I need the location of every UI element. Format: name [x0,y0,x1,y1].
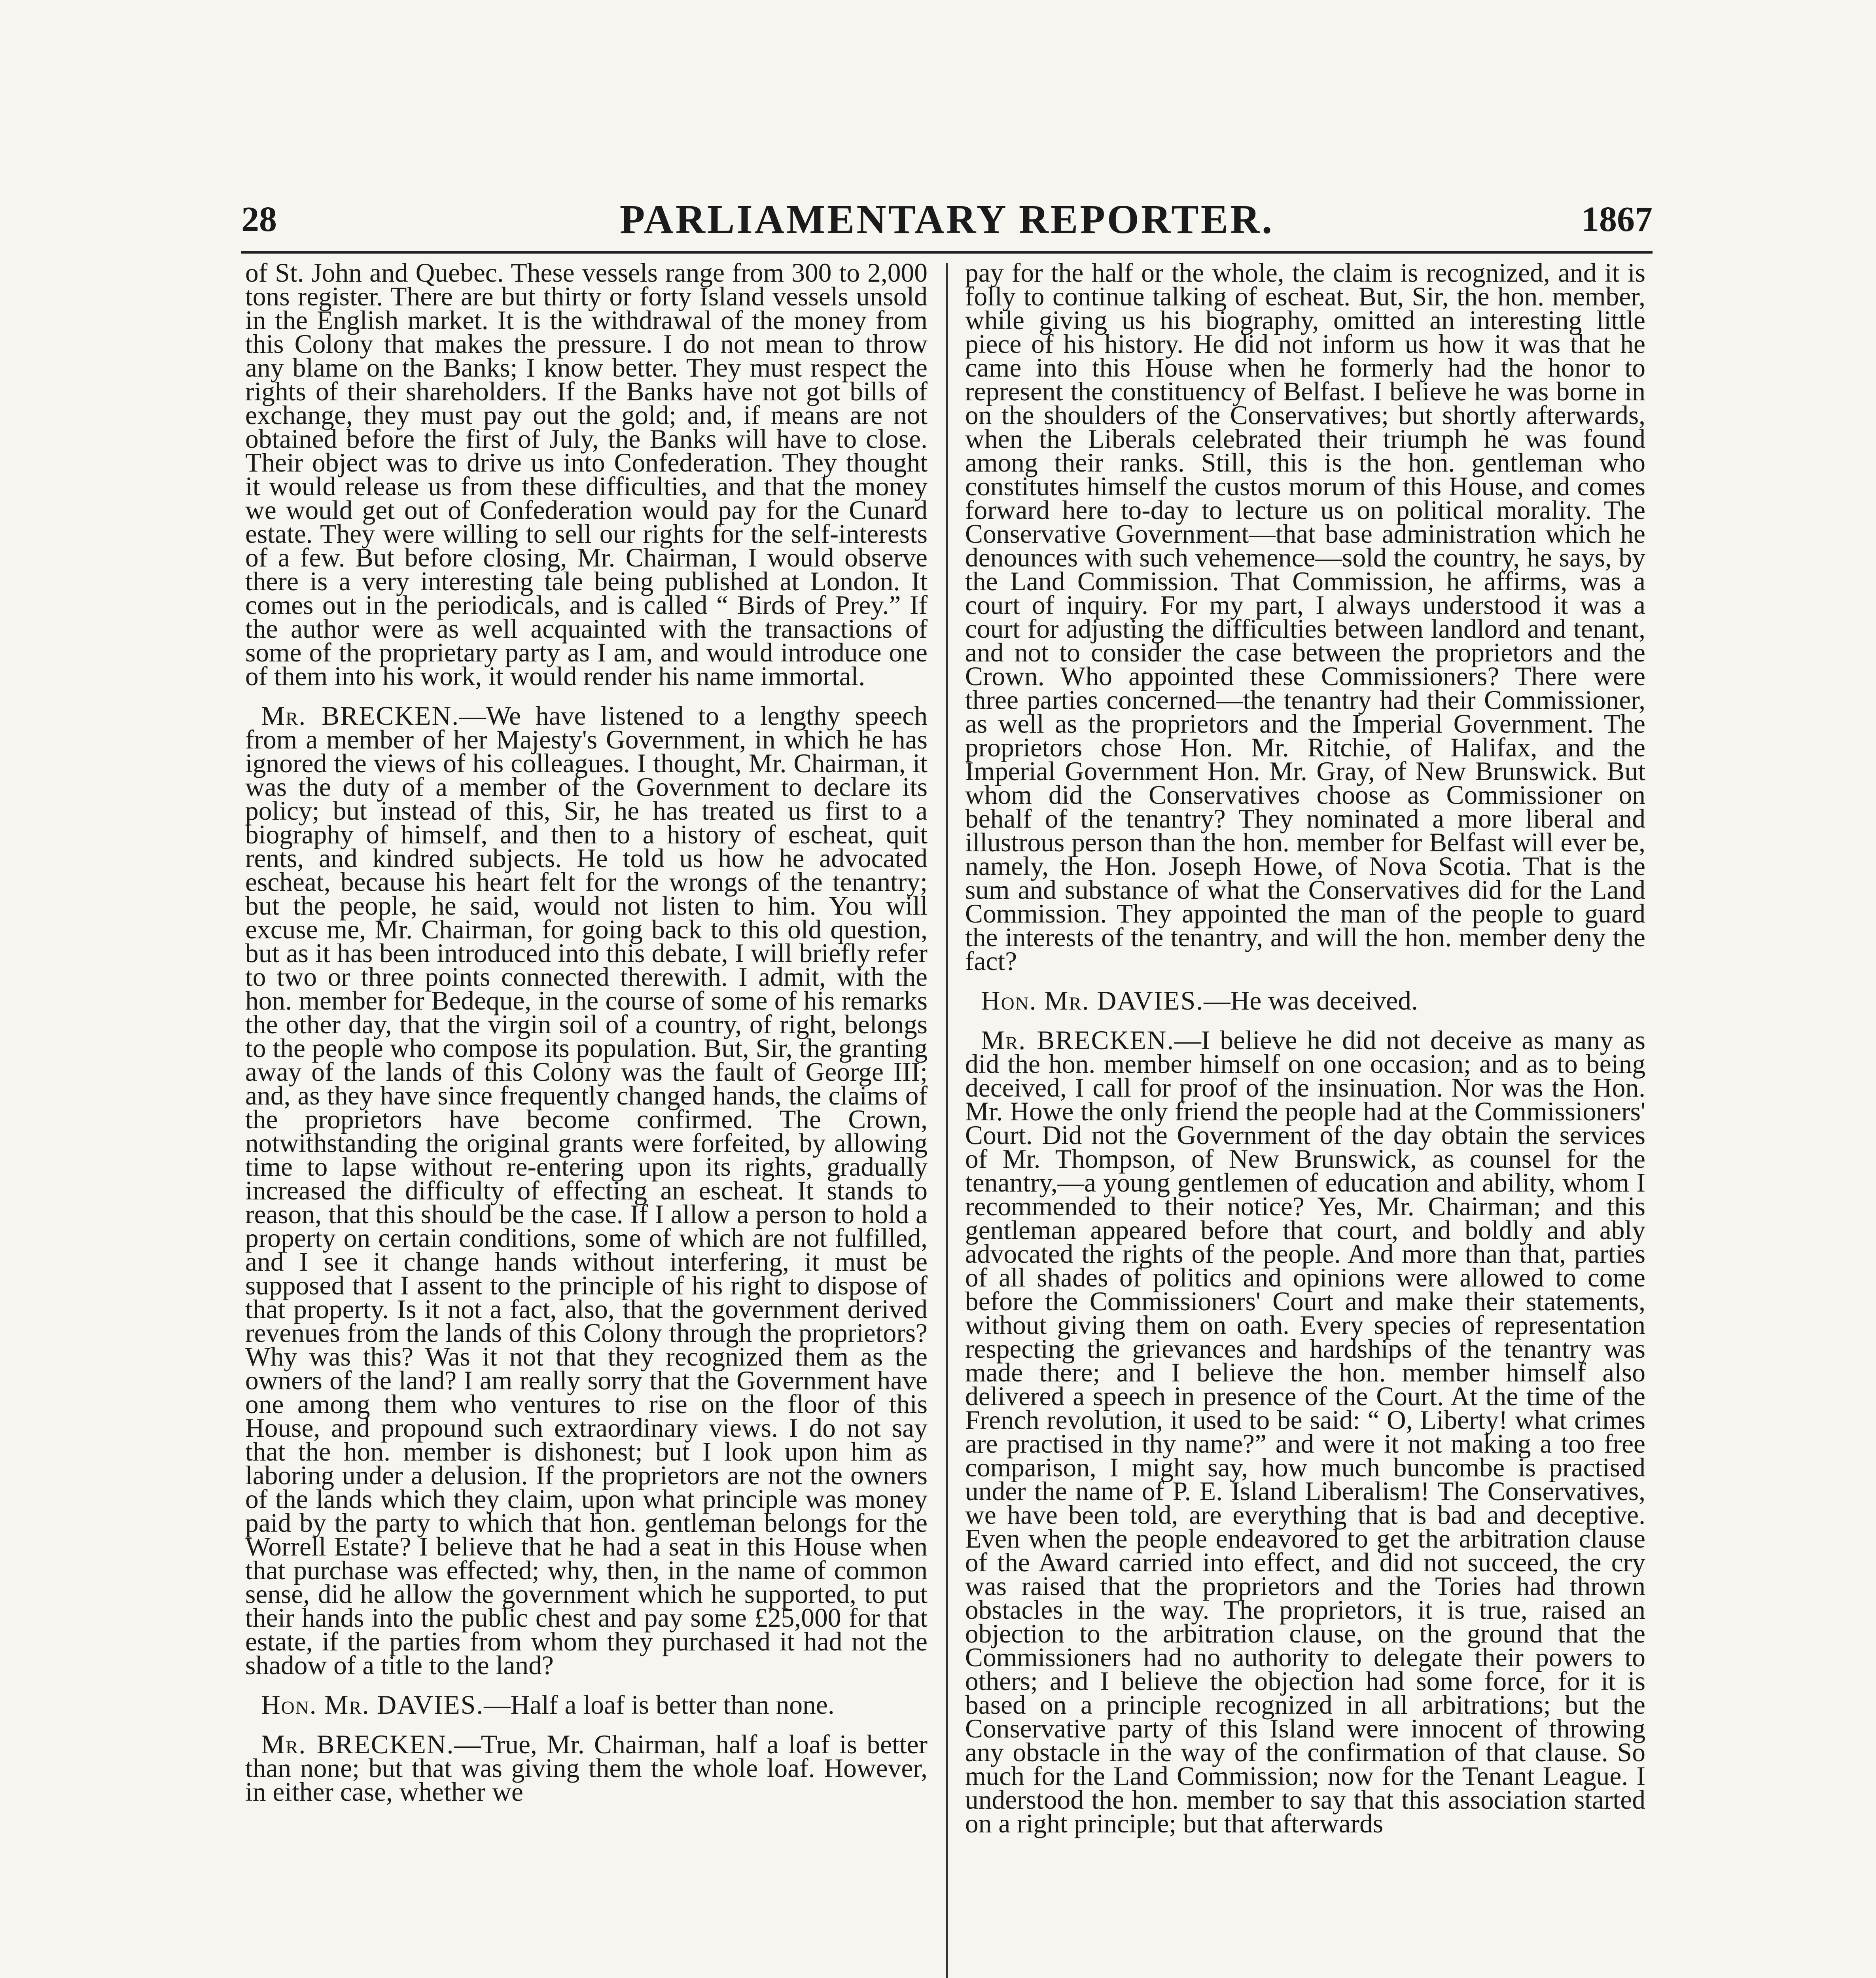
header-rule [241,251,1653,254]
page-header [241,190,1653,249]
page-year: 1867 [1581,200,1653,239]
paragraph [965,986,1645,1016]
speaker-name: Hon. Mr. DAVIES. [261,1690,484,1720]
page-title: PARLIAMENTARY REPORTER. [619,197,1274,242]
paragraph-text: —We have listened to a lengthy speech from a member of her Majesty's Government, in which he has ignored the views of his colleagues. I thought, Mr. Chairman, it was the duty of a member of the Government to declare its policy; but instead of this, Sir, he has treated us first to a biography of himself, and then to a history of escheat, quit rents, and kindred subjects. He told us how he advocated escheat, because his heart felt for the wrongs of the tenantry; but the people, he said, would not listen to him. You will excuse me, Mr. Chairman, for going back to this old question, but as it has been introduced into this debate, I will briefly refer to two or three points connected therewith. I admit, with the hon. member for Bedeque, in the course of some of his remarks the other day, that the virgin soil of a country, of right, belongs to the people who compose its population. But, Sir, the granting away of the lands of this Colony was the fault of George III; and, as they have since frequently changed hands, the claims of the proprietors have become confirmed. The Crown, notwithstanding the original grants were forfeited, by allowing time to lapse without re-entering upon its rights, gradually increased the difficulty of effecting an escheat. It stands to reason, that this should be the case. If I allow a person to hold a property on certain conditions, some of which are not fulfilled, and I see it change hands without interfering, it must be supposed that I assent to the principle of his right to dispose of that property. Is it not a fact, also, that the government derived revenues from the lands of this Colony through the proprietors? Why was this? Was it not that they recognized them as the owners of the land? I am really sorry that the Government have one among them who ventures to rise on the floor of this House, and propound such extraordinary views. I do not say that the hon. member is dishonest; but I look upon him as laboring under a delusion. If the proprietors are not the owners of the lands which they claim, upon what principle was money paid by the party to which that hon. gentleman belongs for the Worrell Estate? I believe that he had a seat in this House when that purchase was effected; why, then, in the name of common sense, did he allow the government which he supported, to put their hands into the public chest and pay some £25,000 for that estate, if the parties from whom they purchased it had not the shadow of a title to the land? [245,701,928,1680]
paragraph-text: —I believe he did not deceive as many as did the hon. member himself on one occasion; and as to being deceived, I call for proof of the insinuation. Nor was the Hon. Mr. Howe the only friend the people had at the Commissioners' Court. Did not the Government of the day obtain the services of Mr. Thompson, of New Brunswick, as counsel for the tenantry,—a young gentlemen of education and ability, whom I recommended to their notice? Yes, Mr. Chairman; and this gentleman appeared before that court, and boldly and ably advocated the rights of the people. And more than that, parties of all shades of politics and opinions were allowed to come before the Commissioners' Court and make their statements, without giving them on oath. Every species of representation respecting the grievances and hardships of the tenantry was made there; and I believe the hon. member himself also delivered a speech in presence of the Court. At the time of the French revolution, it used to be said: “ O, Liberty! what crimes are practised in thy name?” and were it not making a too free comparison, I might say, how much buncombe is practised under the name of P. E. Island Liberalism! The Conservatives, we have been told, are everything that is bad and deceptive. Even when the people endeavored to get the arbitration clause of the Award carried into effect, and did not succeed, the cry was raised that the proprietors and the Tories had thrown obstacles in the way. The proprietors, it is true, raised an objection to the arbitration clause, on the ground that the Commissioners had no authority to delegate their powers to others; and I believe the objection had some force, for it is based on a principle recognized in all arbitrations; but the Conservative party of this Island were innocent of throwing any obstacle in the way of the confirmation of that clause. So much for the Land Commission; now for the Tenant League. I understood the hon. member to say that this association started on a right principle; but that afterwards [965,1025,1645,1838]
speaker-name: Mr. BRECKEN. [981,1025,1175,1055]
paragraph [245,1690,928,1720]
column-divider [946,263,948,1978]
paragraph-text: of St. John and Quebec. These vessels range from 300 to 2,000 tons register. There are but thirty or forty Island vessels unsold in the English market. It is the withdrawal of the money from this Colony that makes the pressure. I do not mean to throw any blame on the Banks; I know better. They must respect the rights of their shareholders. If the Banks have not got bills of exchange, they must pay out the gold; and, if means are not obtained before the first of July, the Banks will have to close. Their object was to drive us into Confederation. They thought it would release us from these difficulties, and that the money we would get out of Confederation would pay for the Cunard estate. They were willing to sell our rights for the self-interests of a few. But before closing, Mr. Chairman, I would observe there is a very interesting tale being published at London. It comes out in the periodicals, and is called “ Birds of Prey.” If the author were as well acquainted with the transactions of some of the proprietary party as I am, and would introduce one of them into his work, it would render his name immortal. [245,261,928,691]
speaker-name: Mr. BRECKEN. [261,1730,454,1759]
paragraph-text: —He was deceived. [1204,986,1418,1016]
paragraph-text: —True, Mr. Chairman, half a loaf is better than none; but that was giving them the whole loaf. However, in either case, whether we [245,1730,928,1807]
paragraph-text: —Half a loaf is better than none. [484,1690,835,1720]
left-column [245,261,928,1978]
page-number: 28 [241,200,277,239]
paragraph [245,1730,928,1807]
paragraph [965,261,1645,976]
paragraph-text: pay for the half or the whole, the claim is recognized, and it is folly to continue talking of escheat. But, Sir, the hon. member, while giving us his biography, omitted an interesting little piece of his history. He did not inform us how it was that he came into this House when he formerly had the honor to represent the constituency of Belfast. I believe he was borne in on the shoulders of the Conservatives; but shortly afterwards, when the Liberals celebrated their triumph he was found among their ranks. Still, this is the hon. gentleman who constitutes himself the custos morum of this House, and comes forward here to-day to lecture us on political morality. The Conservative Government—that base administration which he denounces with such vehemence—sold the country, he says, by the Land Commission. That Commission, he affirms, was a court of inquiry. For my part, I always understood it was a court for adjusting the difficulties between landlord and tenant, and not to consider the case between the proprietors and the Crown. Who appointed these Commissioners? There were three parties concerned—the tenantry had their Commissioner, as well as the proprietors and the Imperial Government. The proprietors chose Hon. Mr. Ritchie, of Halifax, and the Imperial Government Hon. Mr. Gray, of New Brunswick. But whom did the Conservatives choose as Commissioner on behalf of the tenantry? They nominated a more liberal and illustrous person than the hon. member for Belfast will ever be, namely, the Hon. Joseph Howe, of Nova Scotia. That is the sum and substance of what the Conservatives did for the Land Commission. They appointed the man of the people to guard the interests of the tenantry, and will the hon. member deny the fact? [965,261,1645,976]
speaker-name: Mr. BRECKEN. [261,701,460,731]
paragraph [245,261,928,691]
speaker-name: Hon. Mr. DAVIES. [981,986,1204,1016]
right-column [965,261,1645,1978]
paragraph [245,701,928,1680]
paragraph [965,1025,1645,1838]
